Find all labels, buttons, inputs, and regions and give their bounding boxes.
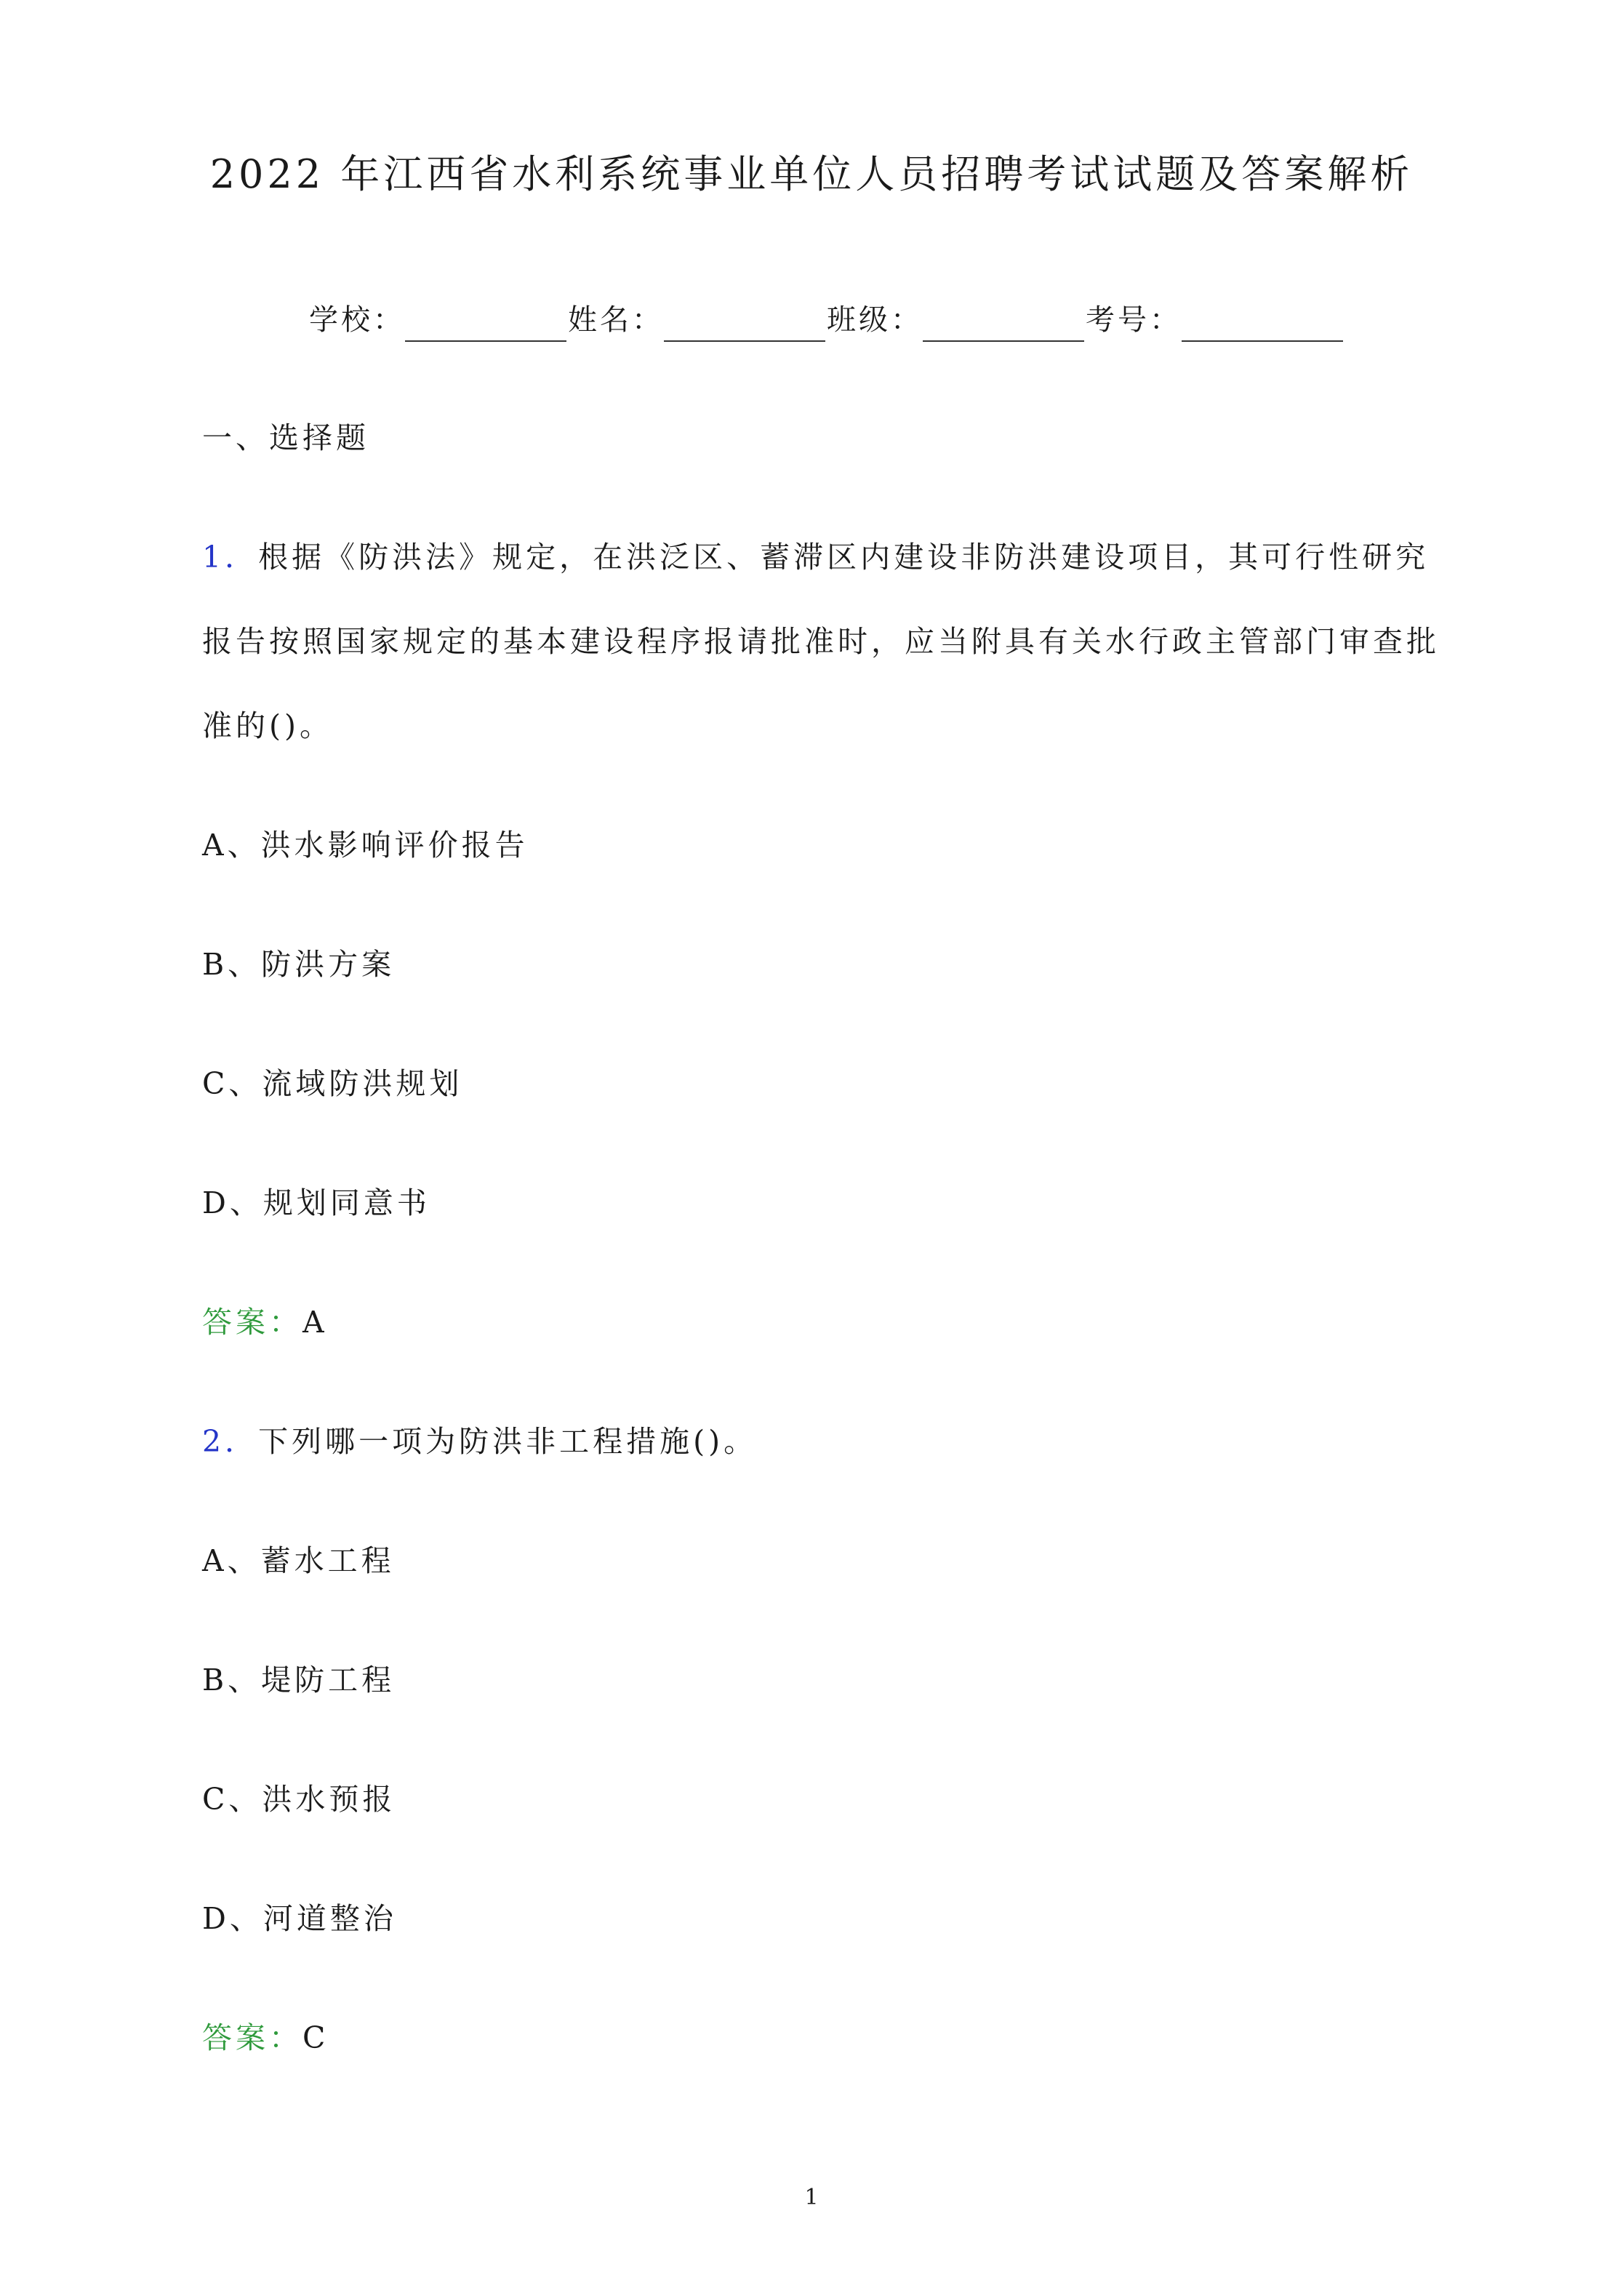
- question-1-line-1: [202, 535, 1429, 579]
- class-label: 班级：: [827, 303, 923, 337]
- question-1-text-line-2: 报告按照国家规定的基本建设程序报请批准时，应当附具有关水行政主管部门审查批: [202, 624, 1440, 659]
- question-1-answer: [202, 1300, 328, 1344]
- question-1-answer-label: 答案：: [202, 1305, 302, 1340]
- exam-id-blank: [1182, 308, 1343, 342]
- document-title: 2022 年江西省水利系统事业单位人员招聘考试试题及答案解析: [209, 151, 1414, 197]
- question-2-answer-value: C: [302, 2020, 329, 2055]
- question-2-number: 2．: [202, 1424, 259, 1459]
- question-2-line-1: [202, 1420, 757, 1463]
- section-heading: 一、选择题: [202, 420, 369, 455]
- question-1-option-b: B、防洪方案: [202, 947, 396, 982]
- question-1-answer-value: A: [302, 1305, 328, 1340]
- question-2-option-c: C、洪水预报: [202, 1782, 396, 1817]
- question-1-option-c: C、流域防洪规划: [202, 1066, 463, 1101]
- question-1-text-line-1: 根据《防洪法》规定，在洪泛区、蓄滞区内建设非防洪建设项目，其可行性研究: [258, 540, 1430, 575]
- student-info-line: [309, 298, 1345, 342]
- question-2-answer-label: 答案：: [202, 2020, 302, 2055]
- question-2-text-line-1: 下列哪一项为防洪非工程措施()。: [258, 1424, 758, 1459]
- exam-id-label: 考号：: [1086, 303, 1182, 337]
- question-1-number: 1．: [202, 540, 259, 575]
- question-1-text-line-3: 准的()。: [202, 708, 333, 743]
- question-2-option-b: B、堤防工程: [202, 1663, 396, 1697]
- school-blank: [405, 308, 566, 342]
- question-1-option-d: D、规划同意书: [202, 1185, 430, 1220]
- question-1-option-a: A、洪水影响评价报告: [202, 828, 529, 863]
- question-2-option-a: A、蓄水工程: [202, 1543, 395, 1578]
- page-number: 1: [804, 2185, 819, 2210]
- name-label: 姓名：: [568, 303, 664, 337]
- name-blank: [664, 308, 825, 342]
- question-2-option-d: D、河道整治: [202, 1901, 397, 1936]
- school-label: 学校：: [309, 303, 405, 337]
- class-blank: [923, 308, 1084, 342]
- question-2-answer: [202, 2016, 329, 2060]
